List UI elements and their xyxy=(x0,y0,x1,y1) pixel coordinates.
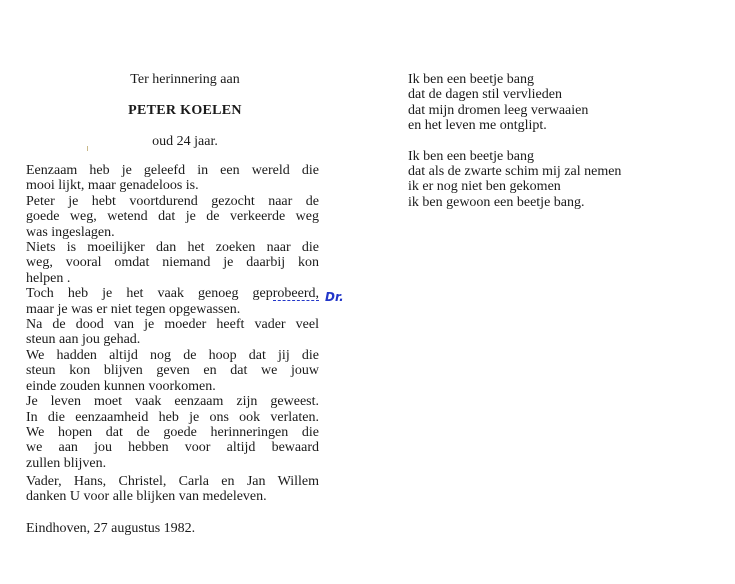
text-line: steun aan jou gehad. xyxy=(26,332,141,348)
thanks-paragraph xyxy=(26,474,319,505)
tribute-paragraph xyxy=(26,425,319,471)
poem-line: dat als de zwarte schim mij zal nemen xyxy=(408,164,622,180)
text-line: weg, vooral omdat niemand je daarbij kon xyxy=(26,255,319,271)
tribute-paragraph xyxy=(26,286,319,317)
text-line: Je leven moet vaak eenzaam zijn geweest. xyxy=(26,394,319,410)
poem-line: dat de dagen stil vervlieden xyxy=(408,87,562,103)
text-line: Peter je hebt voortdurend gezocht naar de xyxy=(26,193,319,209)
tribute-paragraph xyxy=(26,317,319,348)
text-line: mooi lijkt, maar genadeloos is. xyxy=(26,178,199,194)
text-line: helpen . xyxy=(26,270,71,286)
poem-line: ik ben gewoon een beetje bang. xyxy=(408,194,585,210)
poem-line: Ik ben een beetje bang xyxy=(408,148,534,164)
text-line: danken U voor alle blijken van medeleven. xyxy=(26,489,267,505)
text-line: goede weg, wetend dat je de verkeerde weg xyxy=(26,209,319,225)
text-line: We hadden altijd nog de hoop dat jij die xyxy=(26,347,319,363)
text-line: we aan jou hebben voor altijd bewaard xyxy=(26,440,319,456)
poem-line: dat mijn dromen leeg verwaaien xyxy=(408,102,589,118)
place-date: Eindhoven, 27 augustus 1982. xyxy=(26,521,196,536)
text-line: steun kon blijven geven en dat we jouw xyxy=(26,363,319,379)
tribute-paragraph xyxy=(26,348,319,394)
text-line: Vader, Hans, Christel, Carla en Jan Willem xyxy=(26,474,319,489)
tribute-paragraph xyxy=(26,394,319,409)
text-line: maar je was er niet tegen opgewassen. xyxy=(26,301,241,317)
text-line: Toch heb je het vaak genoeg geprobeerd, xyxy=(26,286,319,302)
text-line: Niets is moeilijker dan het zoeken naar die xyxy=(26,240,319,256)
text-line: was ingeslagen. xyxy=(26,224,115,240)
poem xyxy=(408,72,668,225)
text-line: In die eenzaamheid heb je ons ook verlaten. xyxy=(26,409,319,425)
intro-line: Ter herinnering aan xyxy=(130,72,240,87)
poem-line: en het leven me ontglipt. xyxy=(408,118,547,134)
text-line: einde zouden kunnen voorkomen. xyxy=(26,378,216,394)
text-line: Eenzaam heb je geleefd in een wereld die xyxy=(26,163,319,178)
tribute-paragraph xyxy=(26,194,319,240)
poem-line: ik er nog niet ben gekomen xyxy=(408,179,561,195)
family-thanks xyxy=(26,474,319,505)
tribute-paragraph xyxy=(26,410,319,425)
text-line: zullen blijven. xyxy=(26,455,107,471)
tribute-text xyxy=(26,163,319,471)
dashed-pen-line xyxy=(273,300,319,301)
deceased-name: PETER KOELEN xyxy=(128,103,242,118)
poem-line: Ik ben een beetje bang xyxy=(408,72,534,87)
age-line: oud 24 jaar. xyxy=(152,134,218,149)
text-line: Na de dood van je moeder heeft vader veel xyxy=(26,317,319,333)
poem-stanza xyxy=(408,149,668,211)
paper-speck xyxy=(87,146,88,151)
text-line: We hopen dat de goede herinneringen die xyxy=(26,424,319,440)
tribute-paragraph xyxy=(26,240,319,286)
poem-stanza xyxy=(408,72,668,134)
handwritten-mark: Dr. xyxy=(325,290,344,304)
tribute-paragraph xyxy=(26,163,319,194)
